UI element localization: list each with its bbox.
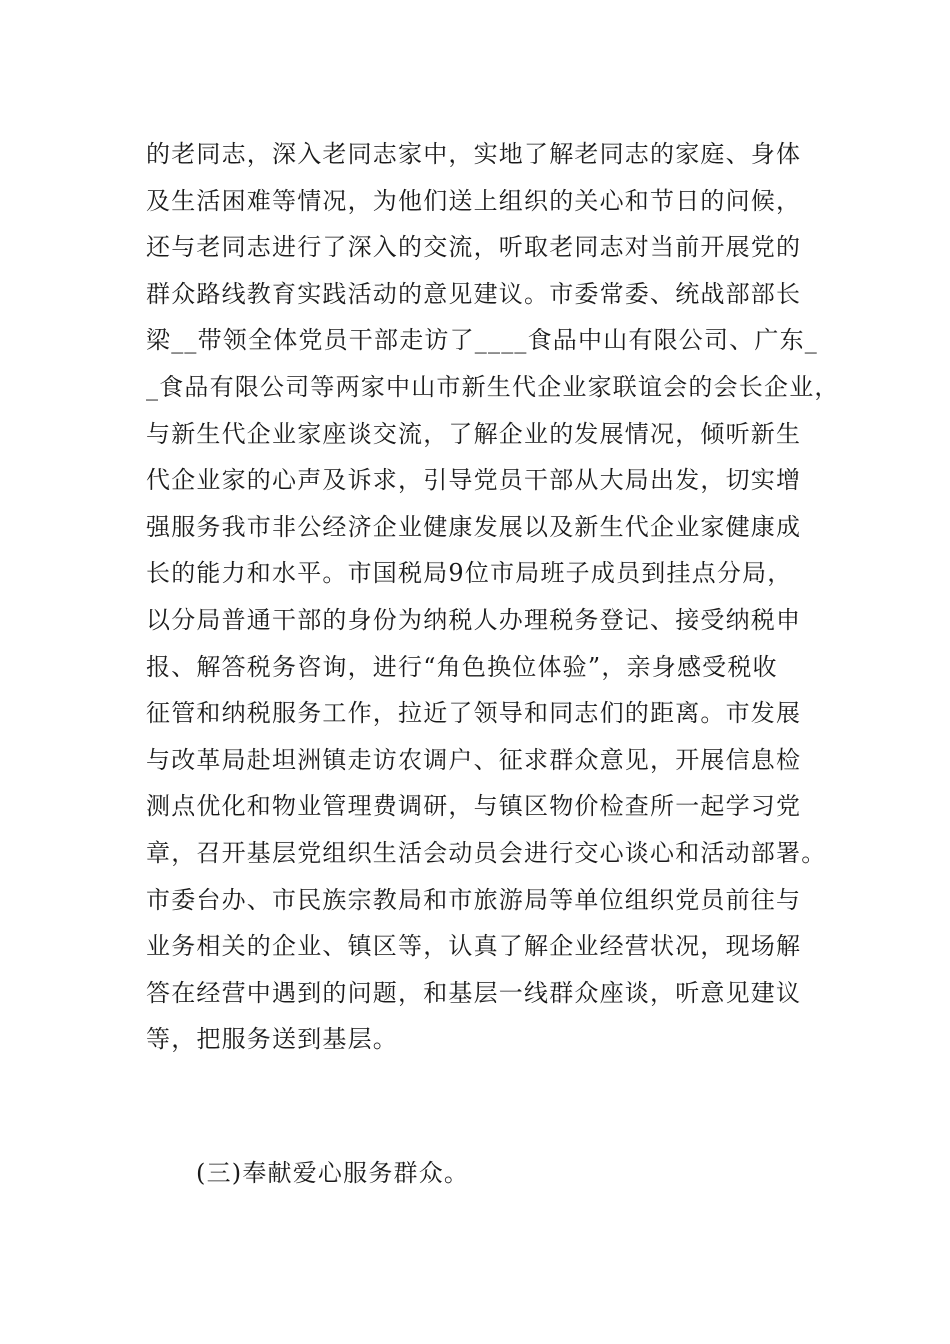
paragraph-line: _食品有限公司等两家中山市新生代企业家联谊会的会长企业， [146,372,840,401]
paragraph-line: 征管和纳税服务工作，拉近了领导和同志们的距离。市发展 [146,699,802,728]
body-paragraph [146,131,840,1063]
paragraph-line: 报、解答税务咨询，进行“角色换位体验”，亲身感受税收 [146,652,778,681]
paragraph-line: 的老同志，深入老同志家中，实地了解老同志的家庭、身体 [146,140,802,168]
paragraph-line: 及生活困难等情况，为他们送上组织的关心和节日的问候， [146,186,802,215]
paragraph-line: 以分局普通干部的身份为纳税人办理税务登记、接受纳税申 [146,605,802,634]
paragraph-line: 长的能力和水平。市国税局9位市局班子成员到挂点分局， [146,559,793,588]
paragraph-line: 与新生代企业家座谈交流，了解企业的发展情况，倾听新生 [146,419,802,448]
paragraph-line: 与改革局赴坦洲镇走访农调户、征求群众意见，开展信息检 [146,745,802,774]
paragraph-line: 答在经营中遇到的问题，和基层一线群众座谈，听意见建议 [146,978,802,1007]
paragraph-line: 业务相关的企业、镇区等，认真了解企业经营状况，现场解 [146,932,802,961]
section-heading: (三)奉献爱心服务群众。 [196,1159,470,1187]
paragraph-line: 强服务我市非公经济企业健康发展以及新生代企业家健康成 [146,512,802,541]
paragraph-line: 市委台办、市民族宗教局和市旅游局等单位组织党员前往与 [146,885,802,914]
paragraph-line: 章，召开基层党组织生活会动员会进行交心谈心和活动部署。 [146,838,827,867]
paragraph-line: 等，把服务送到基层。 [146,1025,398,1054]
paragraph-line: 代企业家的心声及诉求，引导党员干部从大局出发，切实增 [146,466,802,495]
paragraph-line: 梁__带领全体党员干部走访了____食品中山有限公司、广东_ [146,326,818,355]
paragraph-line: 群众路线教育实践活动的意见建议。市委常委、统战部部长 [146,279,802,308]
paragraph-line: 测点优化和物业管理费调研，与镇区物价检查所一起学习党 [146,792,802,821]
paragraph-line: 还与老同志进行了深入的交流，听取老同志对当前开展党的 [146,233,802,262]
